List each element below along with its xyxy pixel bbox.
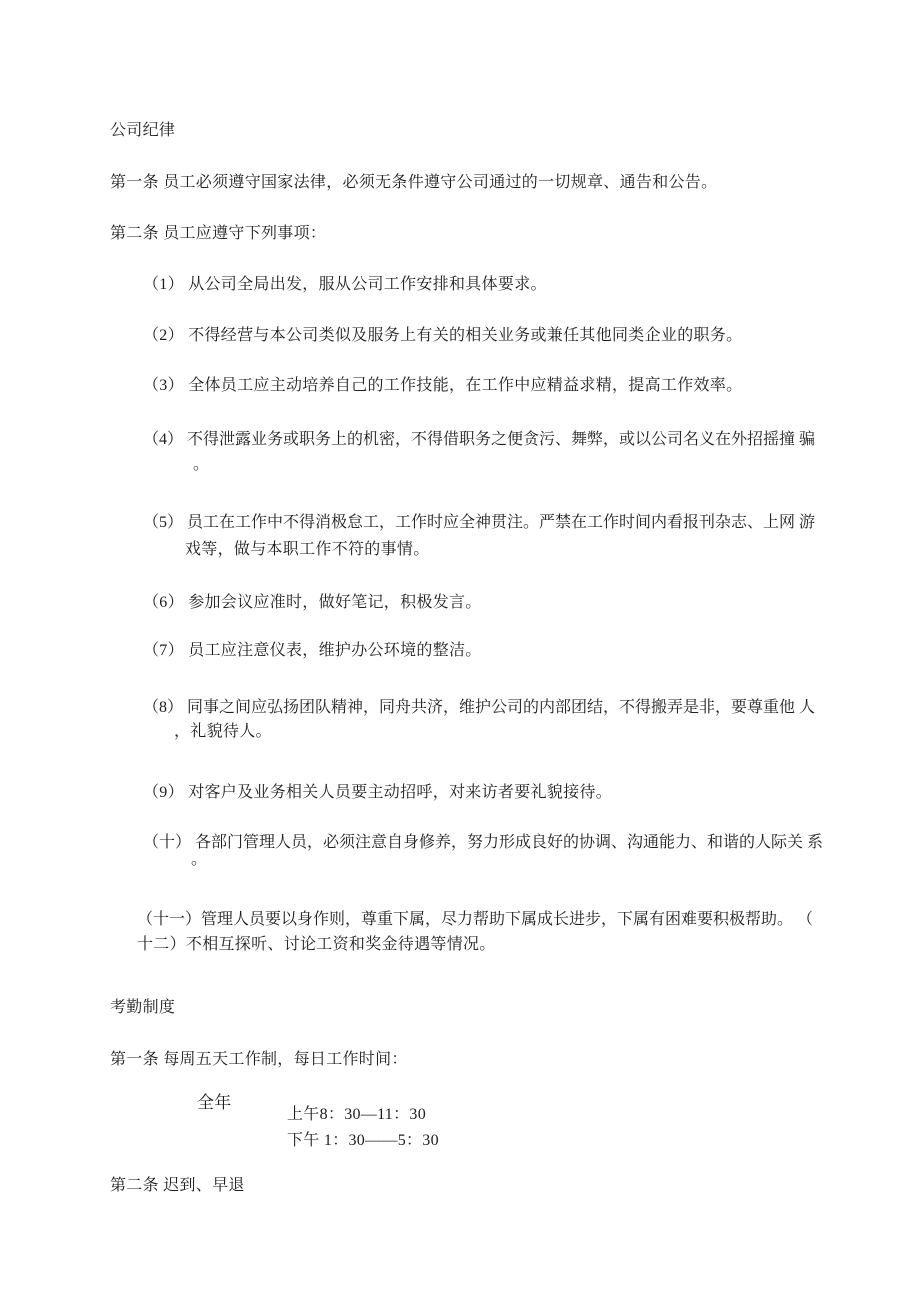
discipline-item-7: （7） 员工应注意仪表，维护办公环境的整洁。	[143, 642, 482, 659]
section-heading-attendance: 考勤制度	[110, 999, 176, 1016]
discipline-item-4-line-2: 。	[193, 456, 210, 473]
discipline-item-9: （9） 对客户及业务相关人员要主动招呼，对来访者要礼貌接待。	[143, 784, 613, 801]
discipline-item-10-line-2: 。	[191, 851, 208, 868]
attendance-article-1: 第一条 每周五天工作制，每日工作时间：	[110, 1051, 408, 1068]
discipline-item-1: （1） 从公司全局出发，服从公司工作安排和具体要求。	[143, 276, 547, 293]
schedule-morning-hours: 上午8：30—11：30	[287, 1106, 427, 1123]
discipline-article-1: 第一条 员工必须遵守国家法律，必须无条件遵守公司通过的一切规章、通告和公告。	[110, 174, 718, 191]
section-heading-discipline: 公司纪律	[110, 122, 176, 139]
discipline-item-3: （3） 全体员工应主动培养自己的工作技能，在工作中应精益求精，提高工作效率。	[143, 377, 743, 394]
discipline-item-8-line-2: ，礼貌待人。	[174, 723, 272, 740]
discipline-item-10-line-1: （十） 各部门管理人员，必须注意自身修养，努力形成良好的协调、沟通能力、和谐的人际关 系	[143, 834, 824, 851]
discipline-article-2: 第二条 员工应遵守下列事项：	[110, 225, 327, 242]
schedule-period-label: 全年	[197, 1093, 232, 1112]
discipline-item-11-12-line-1: （十一）管理人员要以身作则，尊重下属，尽力帮助下属成长进步，下属有困难要积极帮助。 （	[137, 911, 814, 928]
schedule-afternoon-hours: 下午 1：30——5：30	[287, 1132, 439, 1149]
attendance-article-2: 第二条 迟到、早退	[110, 1177, 245, 1194]
discipline-item-4-line-1: （4） 不得泄露业务或职务上的机密，不得借职务之便贪污、舞弊，或以公司名义在外招摇撞 骗	[143, 431, 816, 448]
discipline-item-11-12-line-2: 十二）不相互探听、讨论工资和奖金待遇等情况。	[137, 936, 496, 953]
discipline-item-2: （2） 不得经营与本公司类似及服务上有关的相关业务或兼任其他同类企业的职务。	[143, 327, 743, 344]
discipline-item-6: （6） 参加会议应准时，做好笔记，积极发言。	[143, 594, 482, 611]
discipline-item-5-line-1: （5） 员工在工作中不得消极怠工，工作时应全神贯注。严禁在工作时间内看报刊杂志、上网 游	[143, 514, 816, 531]
discipline-item-8-line-1: （8） 同事之间应弘扬团队精神，同舟共济，维护公司的内部团结，不得搬弄是非，要尊重他 人	[143, 699, 816, 716]
discipline-item-5-line-2: 戏等，做与本职工作不符的事情。	[185, 541, 430, 558]
